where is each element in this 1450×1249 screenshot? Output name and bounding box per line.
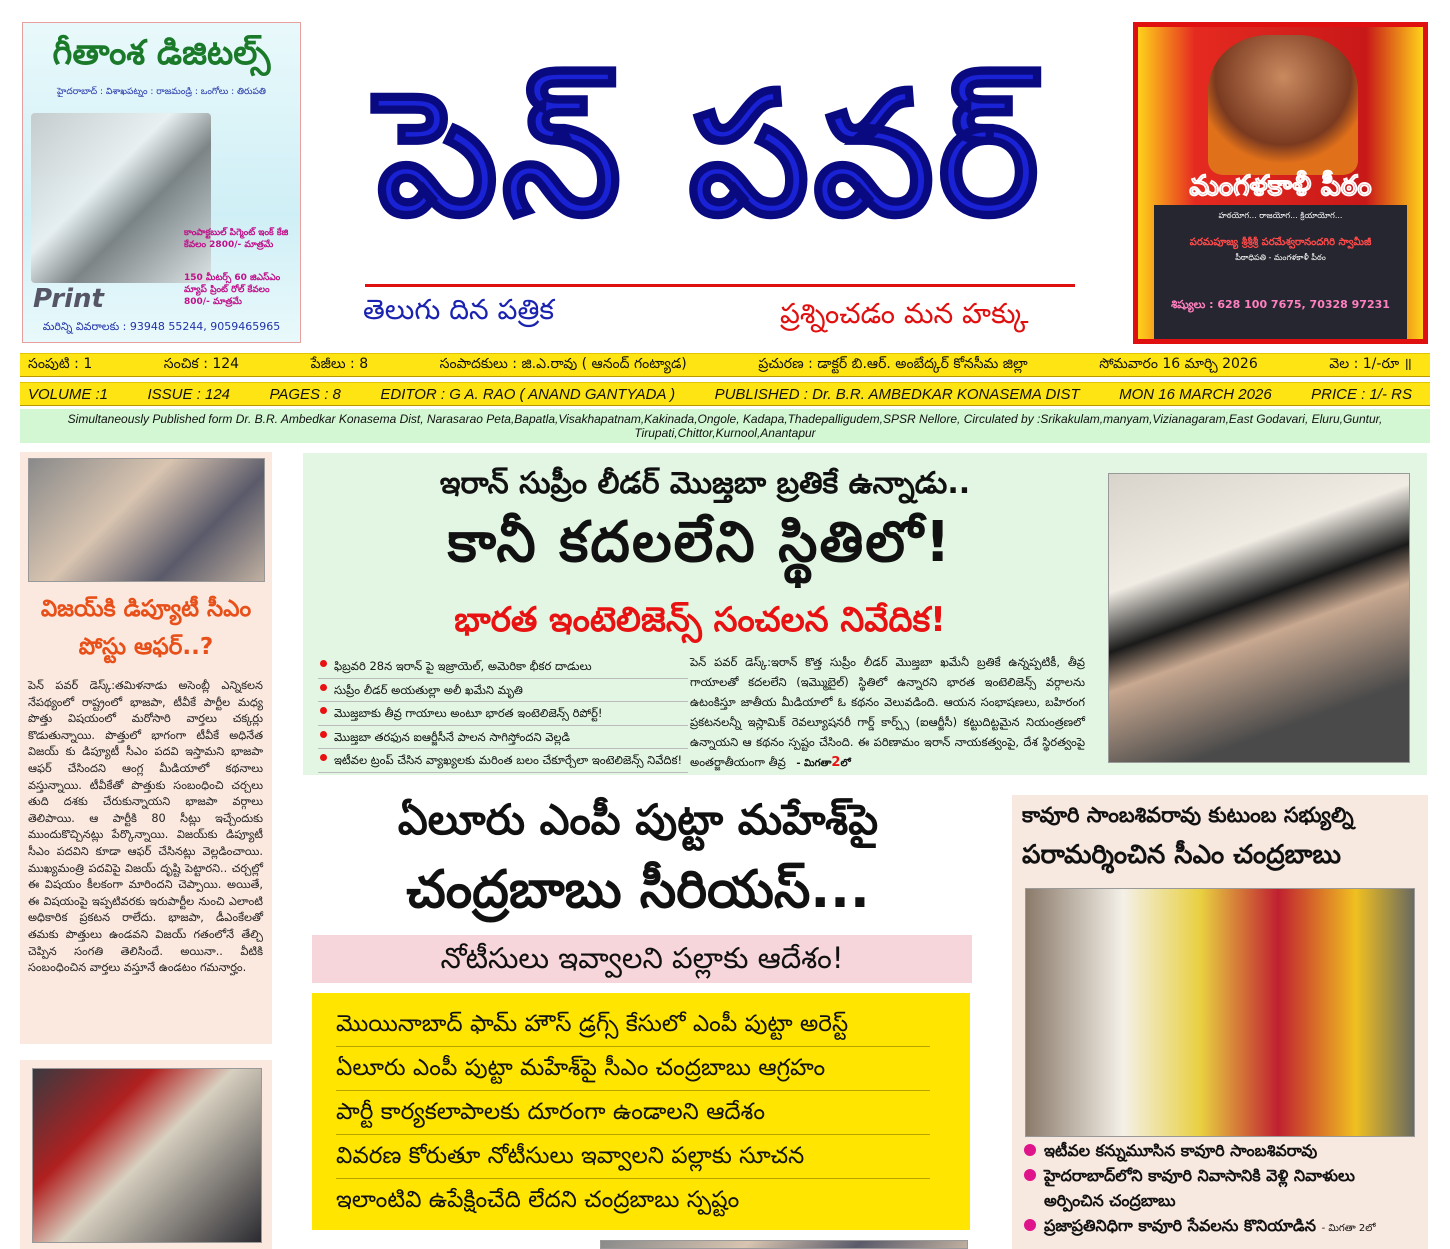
printer-image xyxy=(31,113,211,283)
lead-body-text: పెన్ పవర్ డెస్క్:ఇరాన్ కొత్త సుప్రీం లీడర్ మొజ్తబా ఖమేనీ బ్రతికే ఉన్నప్పటికీ, తీవ్ర గాయాలతో కదలలేని (ఇమ్మొబైల్) స్థితిలో ఉన్నారని భారత ఇంటెలిజెన్స్ వర్గాలను ఉటంకిస్తూ జాతీయ మీడియాలో ఓ కథనం వెలువడింది. ఆయన సంభాషణలు, బహిరంగ ప్రకటనలన్నీ ఇస్లామిక్ రెవల్యూషనరీ గార్డ్ కార్ప్స్ (ఐఆర్జీసీ) కట్టుదిట్టమైన నియంత్రణలో ఉన్నాయని ఆ కథనం స్పష్టం చేసింది. ఈ పరిణామం ఇరాన్ నాయకత్వంపై, దేశ స్థిరత్వంపై అంతర్జాతీయంగా తీవ్ర xyxy=(690,655,1085,769)
published: ప్రచురణ : డాక్టర్ బి.ఆర్. అంబేద్కర్ కోనసీమ జిల్లా xyxy=(758,355,1028,372)
advertisement-geethamsha-digitals[interactable] xyxy=(22,22,301,343)
volume: సంపుటి : 1 xyxy=(28,355,93,372)
bullet-item: హైదరాబాద్‌లోని కావూరి నివాసానికి వెళ్లి నివాళులు xyxy=(1022,1163,1427,1188)
issue: ISSUE : 124 xyxy=(147,385,231,403)
second-headline-1[interactable]: ఏలూరు ఎంపీ పుట్టా మహేశ్‌పై xyxy=(397,795,879,844)
editor: సంపాదకులు : జి.ఎ.రావు ( ఆనంద్ గంట్యాడ) xyxy=(439,355,687,372)
ad-phone: శిష్యులు : 628 100 7675, 70328 97231 xyxy=(1171,298,1390,311)
more-suffix: లో xyxy=(840,758,851,769)
right-bullets xyxy=(1022,1138,1427,1241)
masthead-tagline: ప్రశ్నించడం మన హక్కు xyxy=(780,297,1029,330)
editor: EDITOR : G A. RAO ( ANAND GANTYADA ) xyxy=(380,385,676,403)
advertisement-mangalakali-peetham[interactable] xyxy=(1133,22,1428,344)
bullet-item: ఇటీవల ట్రంప్ చేసిన వ్యాఖ్యలకు మరింత బలం చేకూర్చేలా ఇంటెలిజెన్స్ నివేదిక! xyxy=(318,749,688,773)
swamiji-photo xyxy=(1208,35,1358,175)
lead-headline[interactable]: కానీ కదలలేని స్థితిలో! xyxy=(447,510,953,575)
ad-line: హఠయోగ... రాజయోగ... క్రియాయోగ... xyxy=(1218,211,1343,220)
published: PUBLISHED : Dr. B.R. AMBEDKAR KONASEMA DIST xyxy=(714,385,1080,403)
bullet-item xyxy=(1022,1213,1427,1241)
point-item: వివరణ కోరుతూ నోటీసులు ఇవ్వాలని పల్లాకు సూచన xyxy=(336,1135,930,1179)
print-logo: Print xyxy=(33,284,104,314)
bullet-item: అర్పించిన చంద్రబాబు xyxy=(1044,1191,1176,1210)
bullet-item: ఫిబ్రవరి 28న ఇరాన్ పై ఇజ్రాయెల్, అమెరికా భీకర దాడులు xyxy=(318,655,688,679)
point-item: ఇలాంటివి ఉపేక్షించేది లేదని చంద్రబాబు స్పష్టం xyxy=(336,1187,740,1213)
point-item: పార్టీ కార్యకలాపాలకు దూరంగా ఉండాలని ఆదేశం xyxy=(336,1091,930,1135)
ad-offer-ink: కాంపాక్టబుల్ పిగ్మెంట్ ఇంక్ కేజి కేవలం 2800/- మాత్రమే xyxy=(184,228,289,250)
second-story-points xyxy=(312,993,970,1230)
more-prefix: - మిగతా xyxy=(796,758,832,769)
left-story-body: పెన్ పవర్ డెస్క్:తమిళనాడు అసెంబ్లీ ఎన్నికలన నేపథ్యంలో రాష్ట్రంలో భాజపా, టీవీకే పార్టీల మధ్య పొత్తు విషయంలో మరోసారి వార్తలు చక్కర్లు కొడుతున్నాయి. పొత్తులో భాగంగా టీవీకే అధినేత విజయ్ కు డిప్యూటీ సీఎం పదవి ఇస్తామని భాజపా ఆఫర్ చేసిందని ఆంగ్ల మీడియాలో కథనాలు వస్తున్నాయి. టీవీకేతో పొత్తుకు సంబంధించి చర్చలు తుది దశకు చేరుకున్నాయని భాజపా వర్గాలు తెలిపాయి. ఆ పార్టీకి 80 సీట్లు ఇచ్చేందుకు ముందుకొచ్చినట్లు పేర్కొన్నాయి. విజయ్‌కు డిప్యూటీ సీఎం పదవిని కూడా ఆఫర్ చేసినట్లు వెల్లడించాయి. ముఖ్యమంత్రి పదవిపై విజయ్ దృష్టి పెట్టారని.. చర్చల్లో ఈ విషయం కీలకంగా మారిందని చెప్పాయి. అయితే, ఈ విషయంపై ఇప్పటివరకు ఇరుపార్టీల నుంచి ఎలాంటి అధికారిక ప్రకటన రాలేదు. భాజపా, డీఎంకేలతో తమకు పొత్తులు ఉండవని విజయ్ గతంలోనే తేల్చి చెప్పిన సంగతి తెలిసిందే. అయినా.. వీటికి సంబంధించిన వార్తలు వస్తూనే ఉండటం గమనార్హం. xyxy=(28,679,263,975)
masthead-pen-line xyxy=(365,284,1075,287)
politicians-photo xyxy=(28,458,265,582)
tribute-photo xyxy=(1025,888,1415,1137)
ad-role: పీఠాధిపతి - మంగళకాళీ పీఠం xyxy=(1235,253,1326,262)
ad-name: పరమపూజ్య శ్రీశ్రీశ్రీ పరమేశ్వరానందగిరి స్వామీజీ xyxy=(1189,237,1372,248)
protest-photo xyxy=(32,1068,262,1243)
date: సోమవారం 16 మార్చి 2026 xyxy=(1099,355,1258,372)
continued-link[interactable] xyxy=(789,755,851,770)
leader-photo xyxy=(1108,473,1410,763)
bullet-item: సుప్రీం లీడర్ అయతుల్లా అలీ ఖమేని మృతి xyxy=(318,679,688,703)
info-bar-english xyxy=(20,382,1430,406)
bullet-item: మొజ్తబాకు తీవ్ర గాయాలు అంటూ భారత ఇంటెలిజెన్స్ రిపోర్ట్! xyxy=(318,702,688,726)
lead-kicker: ఇరాన్ సుప్రీం లీడర్ మొజ్తబా బ్రతికే ఉన్నాడు.. xyxy=(439,466,971,501)
left-story-headline[interactable]: విజయ్‌కి డిప్యూటీ సీఎం పోస్టు ఆఫర్..? xyxy=(40,596,252,660)
ad-panel xyxy=(1154,205,1407,339)
second-headline-2[interactable]: చంద్రబాబు సీరియస్... xyxy=(406,860,870,920)
more-page: 2 xyxy=(831,755,841,770)
masthead-subtitle: తెలుగు దిన పత్రిక xyxy=(363,293,554,326)
point-item: ఏలూరు ఎంపీ పుట్టా మహేశ్‌పై సీఎం చంద్రబాబు ఆగ్రహం xyxy=(336,1047,930,1091)
pages: PAGES : 8 xyxy=(269,385,341,403)
bullet-item: ఇటీవల కన్నుమూసిన కావూరి సాంబశివరావు xyxy=(1022,1138,1427,1163)
ad-phone: మరిన్ని వివరాలకు : 93948 55244, 9059465965 xyxy=(42,320,281,333)
right-headline-1[interactable]: కావూరి సాంబశివరావు కుటుంబ సభ్యుల్ని xyxy=(1022,803,1354,827)
bottom-photo xyxy=(600,1240,968,1249)
volume: VOLUME :1 xyxy=(28,385,109,403)
second-subhead: నోటీసులు ఇవ్వాలని పల్లాకు ఆదేశం! xyxy=(312,935,972,983)
pages: పేజీలు : 8 xyxy=(310,355,369,372)
price: PRICE : 1/- RS xyxy=(1311,385,1412,403)
bullet-item: మొజ్తబా తరఫున ఐఆర్జీసీనే పాలన సాగిస్తోందని వెల్లడి xyxy=(318,726,688,750)
masthead-title: పెన్ పవర్ xyxy=(377,56,1043,254)
lead-body xyxy=(690,652,1085,774)
lead-bullets xyxy=(318,655,688,773)
right-headline-2[interactable]: పరామర్శించిన సీఎం చంద్రబాబు xyxy=(1022,840,1341,870)
masthead xyxy=(305,30,1115,280)
info-bar-telugu xyxy=(20,353,1430,377)
continued-link[interactable]: - మిగతా 2లో xyxy=(1321,1223,1376,1234)
price: వెల : 1/-రూ ॥ xyxy=(1329,355,1412,372)
ad-brand: గీతాంశ డిజిటల్స్ xyxy=(52,33,271,73)
ad-cities: హైదరాబాద్ : విశాఖపట్నం : రాజమండ్రి : ఒంగోలు : తిరుపతి xyxy=(57,87,266,97)
lead-subhead: భారత ఇంటెలిజెన్స్ సంచలన నివేదిక! xyxy=(454,600,946,640)
date: MON 16 MARCH 2026 xyxy=(1119,385,1272,403)
ad-title: మంగళకాళీ పీఠం xyxy=(1189,169,1372,202)
bullet-text: ప్రజాప్రతినిధిగా కావూరి సేవలను కొనియాడిన xyxy=(1044,1216,1316,1235)
point-item: మొయినాబాద్ ఫామ్ హౌస్ డ్రగ్స్ కేసులో ఎంపీ పుట్టా అరెస్ట్ xyxy=(336,1003,930,1047)
circulation-info: Simultaneously Published form Dr. B.R. Ambedkar Konasema Dist, Narasarao Peta,Bapatla,Visakhapatnam,Kakinada,Ongole, Kadapa,Thadepalligudem,SPSR Nellore, Circulated by :Srikakulam,manyam,Vizianagaram,East Godavari, Eluru,Guntur, Tirupati,Chittor,Kurnool,Anantapur xyxy=(20,409,1430,443)
ad-offer-roll: 150 మీటర్స్ 60 జిఎస్ఎం మ్యాప్ ప్రింట్ రోల్ కేవలం 800/- మాత్రమే xyxy=(184,273,281,307)
issue: సంచిక : 124 xyxy=(163,355,240,372)
